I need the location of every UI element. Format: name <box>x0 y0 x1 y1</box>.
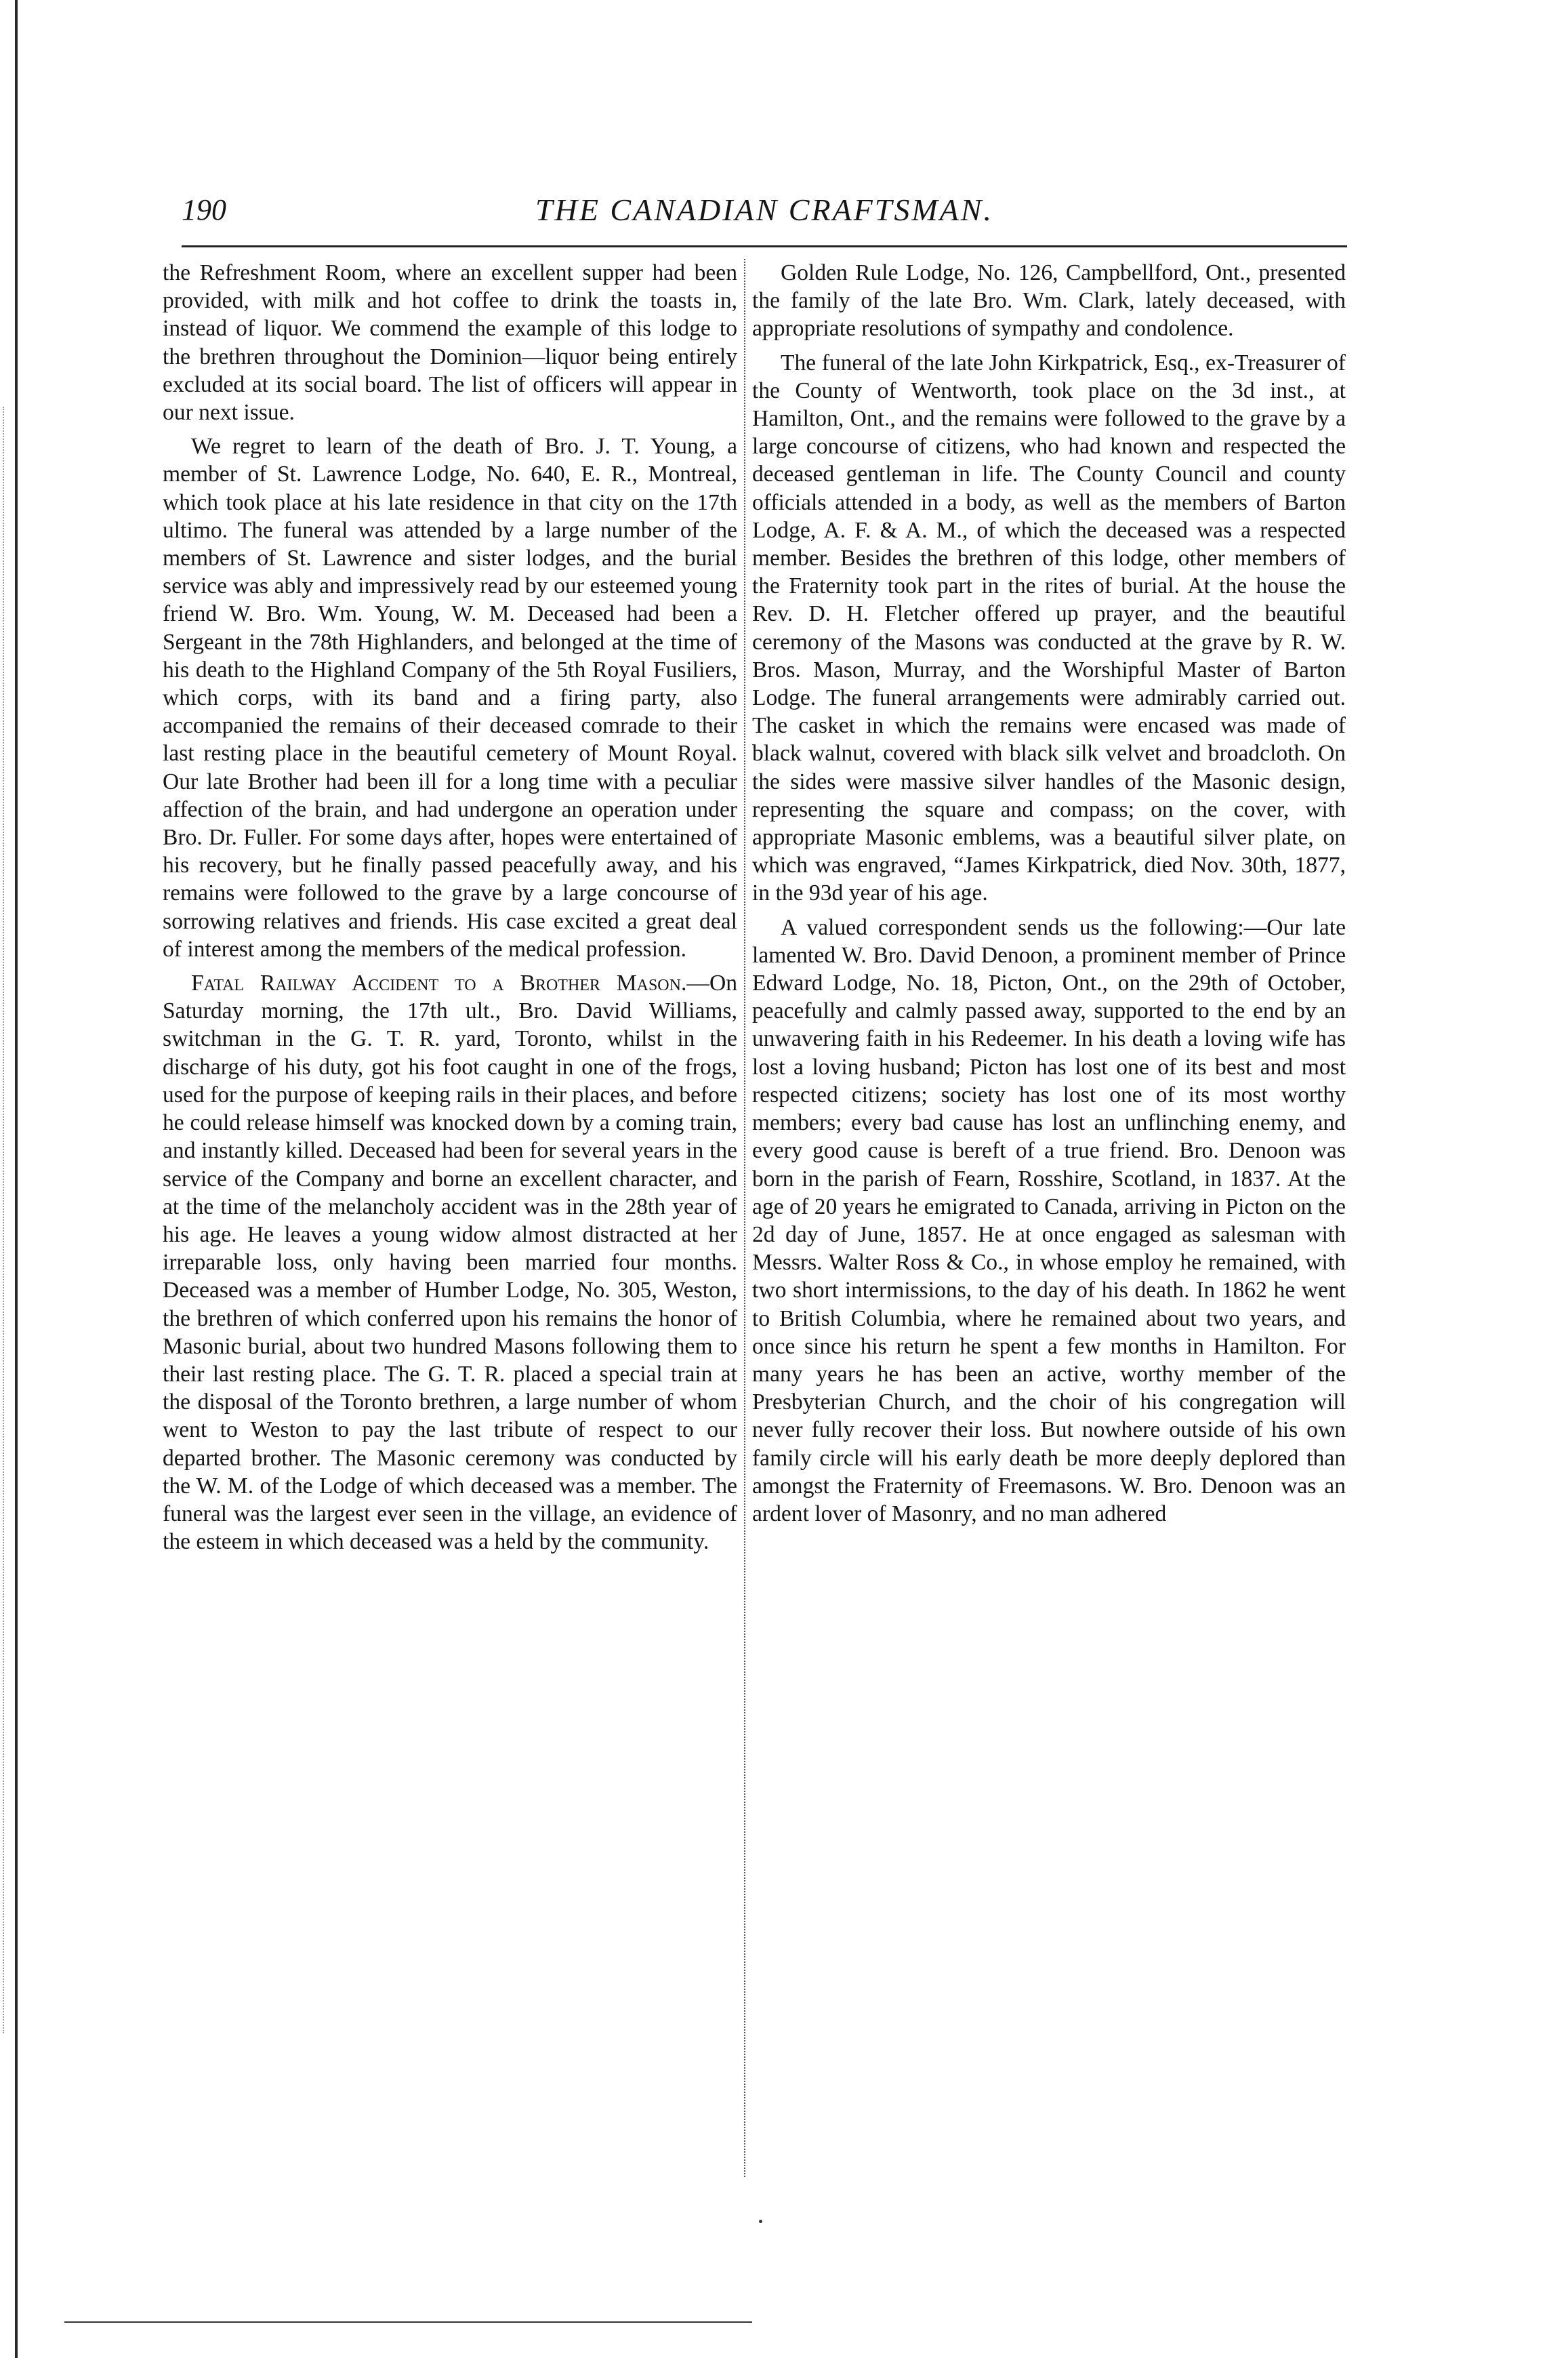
page-header <box>182 186 1347 234</box>
article-heading: Fatal Railway Accident to a Brother Mason. <box>191 971 687 996</box>
binding-edge <box>15 0 18 2358</box>
footer-rule <box>64 2321 752 2323</box>
right-paragraph-2: The funeral of the late John Kirkpatrick, Esq., ex-Treasurer of the County of Wentworth, took place on the 3d inst., at Hamilton, Ont., and the remains were followed to the grave by a large concourse of citizens, who had known and respected the deceased gentleman in life. The County Council and county officials attended in a body, as well as the members of Barton Lodge, A. F. & A. M., of which the deceased was a respected member. Besides the brethren of this lodge, other members of the Fraternity took part in the rites of burial. At the house the Rev. D. H. Fletcher offered up prayer, and the beautiful ceremony of the Masons was conducted at the grave by R. W. Bros. Mason, Murray, and the Worshipful Master of Barton Lodge. The funeral arrangements were admirably carried out. The casket in which the remains were encased was made of black walnut, covered with black silk velvet and broadcloth. On the sides were massive silver handles of the Masonic design, representing the square and compass; on the cover, with appropriate Masonic emblems, was a beautiful silver plate, on which was engraved, “James Kirkpatrick, died Nov. 30th, 1877, in the 93d year of his age. <box>752 350 1346 906</box>
right-paragraph-1: Golden Rule Lodge, No. 126, Campbellford, Ont., presented the family of the late Bro. Wm. Clark, lately deceased, with appropriate resolutions of sympathy and condolence. <box>752 260 1346 342</box>
margin-specks <box>3 407 8 2033</box>
page-number: 190 <box>182 193 226 226</box>
article-body: —On Saturday morning, the 17th ult., Bro. David Williams, switchman in the G. T. R. yard, Toronto, whilst in the discharge of his duty, got his foot caught in one of the frogs, used for the purpose of keeping rails in their places, and before he could release himself was knocked down by a coming train, and instantly killed. Deceased had been for several years in the service of the Company and borne an excellent character, and at the time of the melancholy accident was in the 28th year of his age. He leaves a young widow almost distracted at her irreparable loss, only having been married four months. Deceased was a member of Humber Lodge, No. 305, Weston, the brethren of which conferred upon his remains the honor of Masonic burial, about two hundred Masons following them to their last resting place. The G. T. R. placed a special train at the disposal of the Toronto brethren, a large number of whom went to Weston to pay the last tribute of respect to our departed brother. The Masonic ceremony was conducted by the W. M. of the Lodge of which deceased was a member. The funeral was the largest ever seen in the village, an evidence of the esteem in which deceased was a held by the community. <box>163 971 737 1555</box>
page-dot <box>759 2220 762 2223</box>
left-paragraph-3 <box>163 969 737 1556</box>
left-paragraph-2: We regret to learn of the death of Bro. J. T. Young, a member of St. Lawrence Lodge, No. 640, E. R., Montreal, which took place at his late residence in that city on the 17th ultimo. The funeral was attended by a large number of the members of St. Lawrence and sister lodges, and the burial service was ably and impressively read by our esteemed young friend W. Bro. Wm. Young, W. M. Deceased had been a Sergeant in the 78th Highlanders, and belonged at the time of his death to the Highland Company of the 5th Royal Fusiliers, which corps, with its band and a firing party, also accompanied the remains of their deceased comrade to their last resting place in the beautiful cemetery of Mount Royal. Our late Brother had been ill for a long time with a peculiar affection of the brain, and had undergone an operation under Bro. Dr. Fuller. For some days after, hopes were entertained of his recovery, but he finally passed peacefully away, and his remains were followed to the grave by a large concourse of sorrowing relatives and friends. His case excited a great deal of interest among the members of the medical profession. <box>163 434 737 962</box>
left-column <box>163 259 737 1556</box>
right-paragraph-3: A valued correspondent sends us the following:—Our late lamented W. Bro. David Denoon, a prominent member of Prince Edward Lodge, No. 18, Picton, Ont., on the 29th of October, peacefully and calmly passed away, supported to the end by an unwavering faith in his Redeemer. In his death a loving wife has lost a loving husband; Picton has lost one of its best and most respected citizens; society has lost one of its most worthy members; every bad cause has lost an unflinching enemy, and every good cause is bereft of a true friend. Bro. Denoon was born in the parish of Fearn, Rosshire, Scotland, in 1837. At the age of 20 years he emigrated to Canada, arriving in Picton on the 2d day of June, 1857. He at once engaged as salesman with Messrs. Walter Ross & Co., in whose employ he remained, with two short intermissions, to the day of his death. In 1862 he went to British Columbia, where he remained about two years, and once since his return he spent a few months in Hamilton. For many years he has been an active, worthy member of the Presbyterian Church, and the choir of his congregation will never fully recover their loss. But nowhere outside of his own family circle will his early death be more deeply deplored than amongst the Fraternity of Freemasons. W. Bro. Denoon was an ardent lover of Masonry, and no man adhered <box>752 914 1346 1526</box>
column-divider <box>744 259 745 2177</box>
right-column <box>752 259 1346 1528</box>
running-title: THE CANADIAN CRAFTSMAN. <box>535 192 993 227</box>
left-paragraph-1: the Refreshment Room, where an excellent supper had been provided, with milk and hot coffee to drink the toasts in, instead of liquor. We commend the example of this lodge to the brethren throughout the Dominion—liquor being entirely excluded at its social board. The list of officers will appear in our next issue. <box>163 260 737 426</box>
header-rule <box>182 245 1347 247</box>
